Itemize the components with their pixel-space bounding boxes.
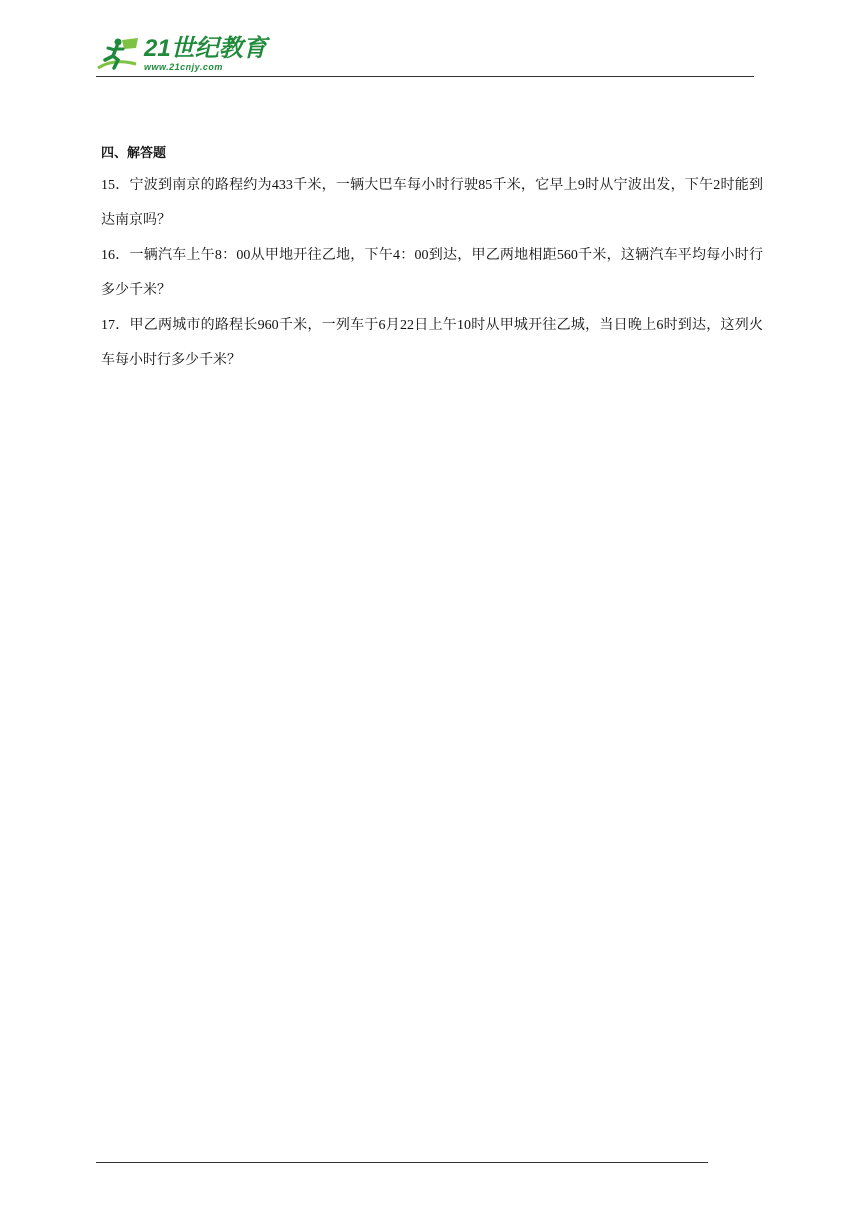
logo-title: 21世纪教育 bbox=[144, 35, 267, 62]
question-16: 16．一辆汽车上午8：00从甲地开往乙地，下午4：00到达，甲乙两地相距560千米，这辆汽车平均每小时行多少千米？ bbox=[101, 248, 763, 298]
section-title: 四、解答题 bbox=[101, 146, 167, 161]
header-divider bbox=[96, 76, 754, 77]
document-body bbox=[101, 140, 763, 378]
logo-url: www.21cnjy.com bbox=[144, 62, 223, 72]
logo bbox=[96, 34, 271, 76]
question-17: 17．甲乙两城市的路程长960千米，一列车于6月22日上午10时从甲城开往乙城，当日晚上6时到达，这列火车每小时行多少千米？ bbox=[101, 318, 763, 368]
page-header bbox=[96, 34, 754, 78]
footer-divider bbox=[96, 1162, 708, 1163]
runner-logo-icon bbox=[96, 34, 144, 76]
question-15: 15．宁波到南京的路程约为433千米，一辆大巴车每小时行驶85千米，它早上9时从宁波出发，下午2时能到达南京吗？ bbox=[101, 178, 763, 228]
